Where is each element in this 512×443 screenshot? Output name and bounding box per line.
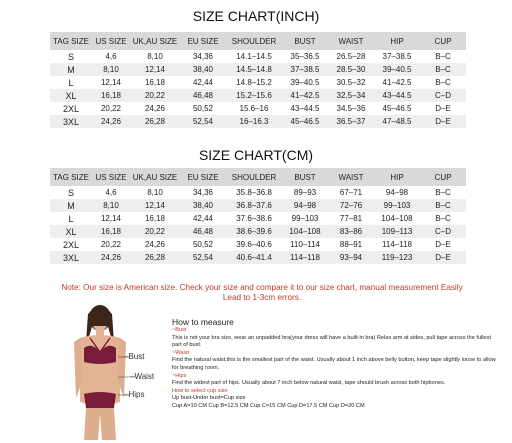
column-header: TAG SIZE	[50, 32, 92, 50]
tag-size-cell: S	[67, 51, 74, 62]
table-cell: 26.5–28	[336, 52, 366, 61]
table-cell: 20,22	[130, 89, 180, 102]
table-cell: 50,52	[192, 104, 214, 113]
table-row	[50, 212, 466, 225]
column-header: US SIZE	[92, 168, 130, 186]
column-header: UK,AU SIZE	[130, 32, 180, 50]
table-cell: 39.6–40.6	[236, 240, 272, 249]
column-header: SHOULDER	[226, 32, 282, 50]
table-header-row	[50, 168, 466, 186]
hips-label-marker: –	[124, 390, 129, 399]
table-cell: 37–38.5	[382, 52, 412, 61]
column-header: CUP	[420, 168, 466, 186]
table-cell: 109–113	[374, 225, 420, 238]
column-header: CUP	[420, 32, 466, 50]
table-cell: 89–93	[293, 188, 317, 197]
how-to-measure-heading: How to measure	[172, 317, 234, 327]
tag-size-cell: XL	[50, 225, 92, 238]
table-cell: 38.6–39.6	[226, 225, 282, 238]
table-cell: 8,10	[147, 188, 163, 197]
bust-instructions: This is not your bra size, wear an unpadded bra(your dress will have a built-in bra) Relax arm at sides, pull tape across the fullest part of bust.	[172, 334, 491, 349]
table-cell: 20,22	[100, 240, 122, 249]
column-header: SHOULDER	[226, 168, 282, 186]
waist-subheading: ~Waist	[172, 349, 190, 356]
table-cell: 30.5–32	[336, 78, 366, 87]
column-header: UK,AU SIZE	[130, 168, 180, 186]
table-row	[50, 102, 466, 115]
table-cell: 38,40	[180, 199, 226, 212]
table-cell: 16,18	[144, 78, 166, 87]
bust-label: Bust	[128, 352, 145, 361]
cup-subheading: How to select cup size	[172, 387, 228, 394]
table-cell: 8,10	[92, 63, 130, 76]
table-cell: 88–91	[339, 240, 363, 249]
table-cell: 50,52	[192, 240, 214, 249]
waist-label-marker: –	[130, 372, 135, 381]
table-cell: 42,44	[192, 214, 214, 223]
table-cell: 104–108	[381, 214, 413, 223]
table-cell: 41–42.5	[282, 89, 328, 102]
table-cell: 32.5–34	[328, 89, 374, 102]
column-header: BUST	[282, 32, 328, 50]
table-cell: 52,54	[180, 115, 226, 128]
table-cell: 8,10	[147, 52, 163, 61]
tag-size-cell: 3XL	[50, 115, 92, 128]
table-cell: 46,48	[180, 89, 226, 102]
column-header: WAIST	[328, 168, 374, 186]
table-cell: 26,28	[130, 251, 180, 264]
table-cell: D–E	[420, 251, 466, 264]
column-header: WAIST	[328, 32, 374, 50]
table-cell: D–E	[435, 240, 451, 249]
table-cell: 26,28	[130, 115, 180, 128]
table-cell: B–C	[435, 214, 451, 223]
table-cell: 37.6–38.6	[236, 214, 272, 223]
table-cell: C–D	[420, 89, 466, 102]
table-cell: 14.1–14.5	[236, 52, 272, 61]
hips-subheading: ~Hips	[172, 372, 187, 379]
table-cell: 34,36	[192, 52, 214, 61]
table-row	[50, 115, 466, 128]
how-to-measure	[172, 317, 502, 411]
bust-label-marker: –	[124, 352, 129, 361]
table-cell: 39–40.5	[374, 63, 420, 76]
column-header: TAG SIZE	[50, 168, 92, 186]
tag-size-cell: L	[68, 77, 74, 88]
table-cell: 35–36.5	[290, 52, 320, 61]
table-cell: 119–123	[374, 251, 420, 264]
tag-size-cell: M	[50, 199, 92, 212]
column-header: EU SIZE	[180, 168, 226, 186]
table-cell: 12,14	[130, 63, 180, 76]
table-cell: 67–71	[339, 188, 363, 197]
table-row	[50, 186, 466, 199]
table-cell: 20,22	[130, 225, 180, 238]
table-row	[50, 76, 466, 89]
table-cell: 24,26	[92, 115, 130, 128]
table-cell: 93–94	[328, 251, 374, 264]
table-cell: 34,36	[192, 188, 214, 197]
table-cell: 16–16.3	[226, 115, 282, 128]
table-cell: 72–76	[328, 199, 374, 212]
table-cell: 37–38.5	[282, 63, 328, 76]
table-cell: 46,48	[180, 225, 226, 238]
table-cell: 45–46.5	[382, 104, 412, 113]
table-cell: 77–81	[339, 214, 363, 223]
table-cell: 94–98	[282, 199, 328, 212]
table-cell: 12,14	[100, 214, 122, 223]
table-cell: 36.5–37	[328, 115, 374, 128]
table-cell: 114–118	[382, 240, 412, 249]
table-cell: 38,40	[180, 63, 226, 76]
table-cell: 4,6	[105, 188, 117, 197]
table-cell: C–D	[420, 225, 466, 238]
column-header: US SIZE	[92, 32, 130, 50]
table-cell: 83–86	[328, 225, 374, 238]
table-cell: 4,6	[105, 52, 117, 61]
cm-chart-title: SIZE CHART(CM)	[198, 147, 314, 163]
column-header: EU SIZE	[180, 32, 226, 50]
column-header: HIP	[374, 32, 420, 50]
column-header: HIP	[374, 168, 420, 186]
table-cell: 99–103	[291, 214, 319, 223]
tag-size-cell: XL	[50, 89, 92, 102]
table-cell: 20,22	[100, 104, 122, 113]
table-cell: 24,26	[92, 251, 130, 264]
table-cell: 114–118	[282, 251, 328, 264]
table-cell: 47–48.5	[374, 115, 420, 128]
table-cell: 45–46.5	[282, 115, 328, 128]
size-note: Note: Our size is American size. Check your size and compare it to our size chart, manual measurement Easily Lead to 1-3cm errors.	[61, 283, 463, 302]
column-header: BUST	[282, 168, 328, 186]
tag-size-cell: 3XL	[50, 251, 92, 264]
table-cell: 99–103	[374, 199, 420, 212]
table-cell: B–C	[420, 199, 466, 212]
table-cell: 15.2–15.6	[226, 89, 282, 102]
hips-instructions: Find the widest part of hips. Usually about 7 inch below natural waist, tape should brush across both hipbones.	[172, 380, 446, 387]
table-cell: 16,18	[92, 225, 130, 238]
table-cell: 28.5–30	[328, 63, 374, 76]
table-cell: 40.6–41.4	[226, 251, 282, 264]
cup-formula: Up bust-Under bust=Cup size	[172, 395, 246, 402]
table-cell: 24,26	[144, 104, 166, 113]
hips-label: Hips	[128, 390, 145, 399]
table-cell: 8,10	[92, 199, 130, 212]
waist-instructions: Find the natural waist,this is the smallest part of the waist. Usually about 1 inch above belly button, keep tape slightly loose to allow for breathing room.	[172, 357, 496, 371]
table-cell: 12,14	[130, 199, 180, 212]
table-cell: 12,14	[100, 78, 122, 87]
table-cell: 16,18	[144, 214, 166, 223]
table-row	[50, 251, 466, 264]
table-cell: B–C	[435, 78, 451, 87]
bust-subheading: ~Bust	[172, 327, 187, 333]
table-row	[50, 238, 466, 251]
table-cell: 24,26	[144, 240, 166, 249]
tag-size-cell: L	[68, 213, 74, 224]
table-cell: 43–44.5	[290, 104, 320, 113]
table-cell: 42,44	[192, 78, 214, 87]
table-cell: 52,54	[180, 251, 226, 264]
table-cell: B–C	[435, 52, 451, 61]
table-cell: B–C	[420, 63, 466, 76]
table-cell: 14.8–15.2	[236, 78, 272, 87]
table-cell: 43–44.5	[374, 89, 420, 102]
tag-size-cell: 2XL	[62, 239, 79, 250]
table-cell: 36.8–37.6	[226, 199, 282, 212]
table-cell: 94–98	[385, 188, 409, 197]
table-cell: 104–108	[282, 225, 328, 238]
table-row	[50, 50, 466, 63]
table-row	[50, 225, 466, 238]
table-cell: 15.6–16	[239, 104, 269, 113]
table-cell: 16,18	[92, 89, 130, 102]
cup-values: Cup A=10 CM Cup B=12.5 CM Cup C=15 CM Cup D=17.5 CM Cup D=20 CM	[172, 402, 365, 409]
table-cell: D–E	[435, 104, 451, 113]
table-cell: 41–42.5	[382, 78, 412, 87]
table-cell: 34.5–36	[336, 104, 366, 113]
table-cell: 14.5–14.8	[226, 63, 282, 76]
table-cell: 39–40.5	[290, 78, 320, 87]
table-cell: 35.8–36.8	[236, 188, 272, 197]
table-row	[50, 63, 466, 76]
inch-chart-title: SIZE CHART(INCH)	[192, 8, 320, 24]
table-cell: 110–114	[290, 240, 320, 249]
table-header-row	[50, 32, 466, 50]
tag-size-cell: 2XL	[62, 103, 79, 114]
table-cell: D–E	[420, 115, 466, 128]
cm-size-table	[50, 168, 466, 264]
waist-label: Waist	[134, 372, 155, 381]
table-cell: B–C	[435, 188, 451, 197]
table-row	[50, 199, 466, 212]
tag-size-cell: M	[50, 63, 92, 76]
tag-size-cell: S	[67, 187, 74, 198]
inch-size-table	[50, 32, 466, 128]
table-row	[50, 89, 466, 102]
